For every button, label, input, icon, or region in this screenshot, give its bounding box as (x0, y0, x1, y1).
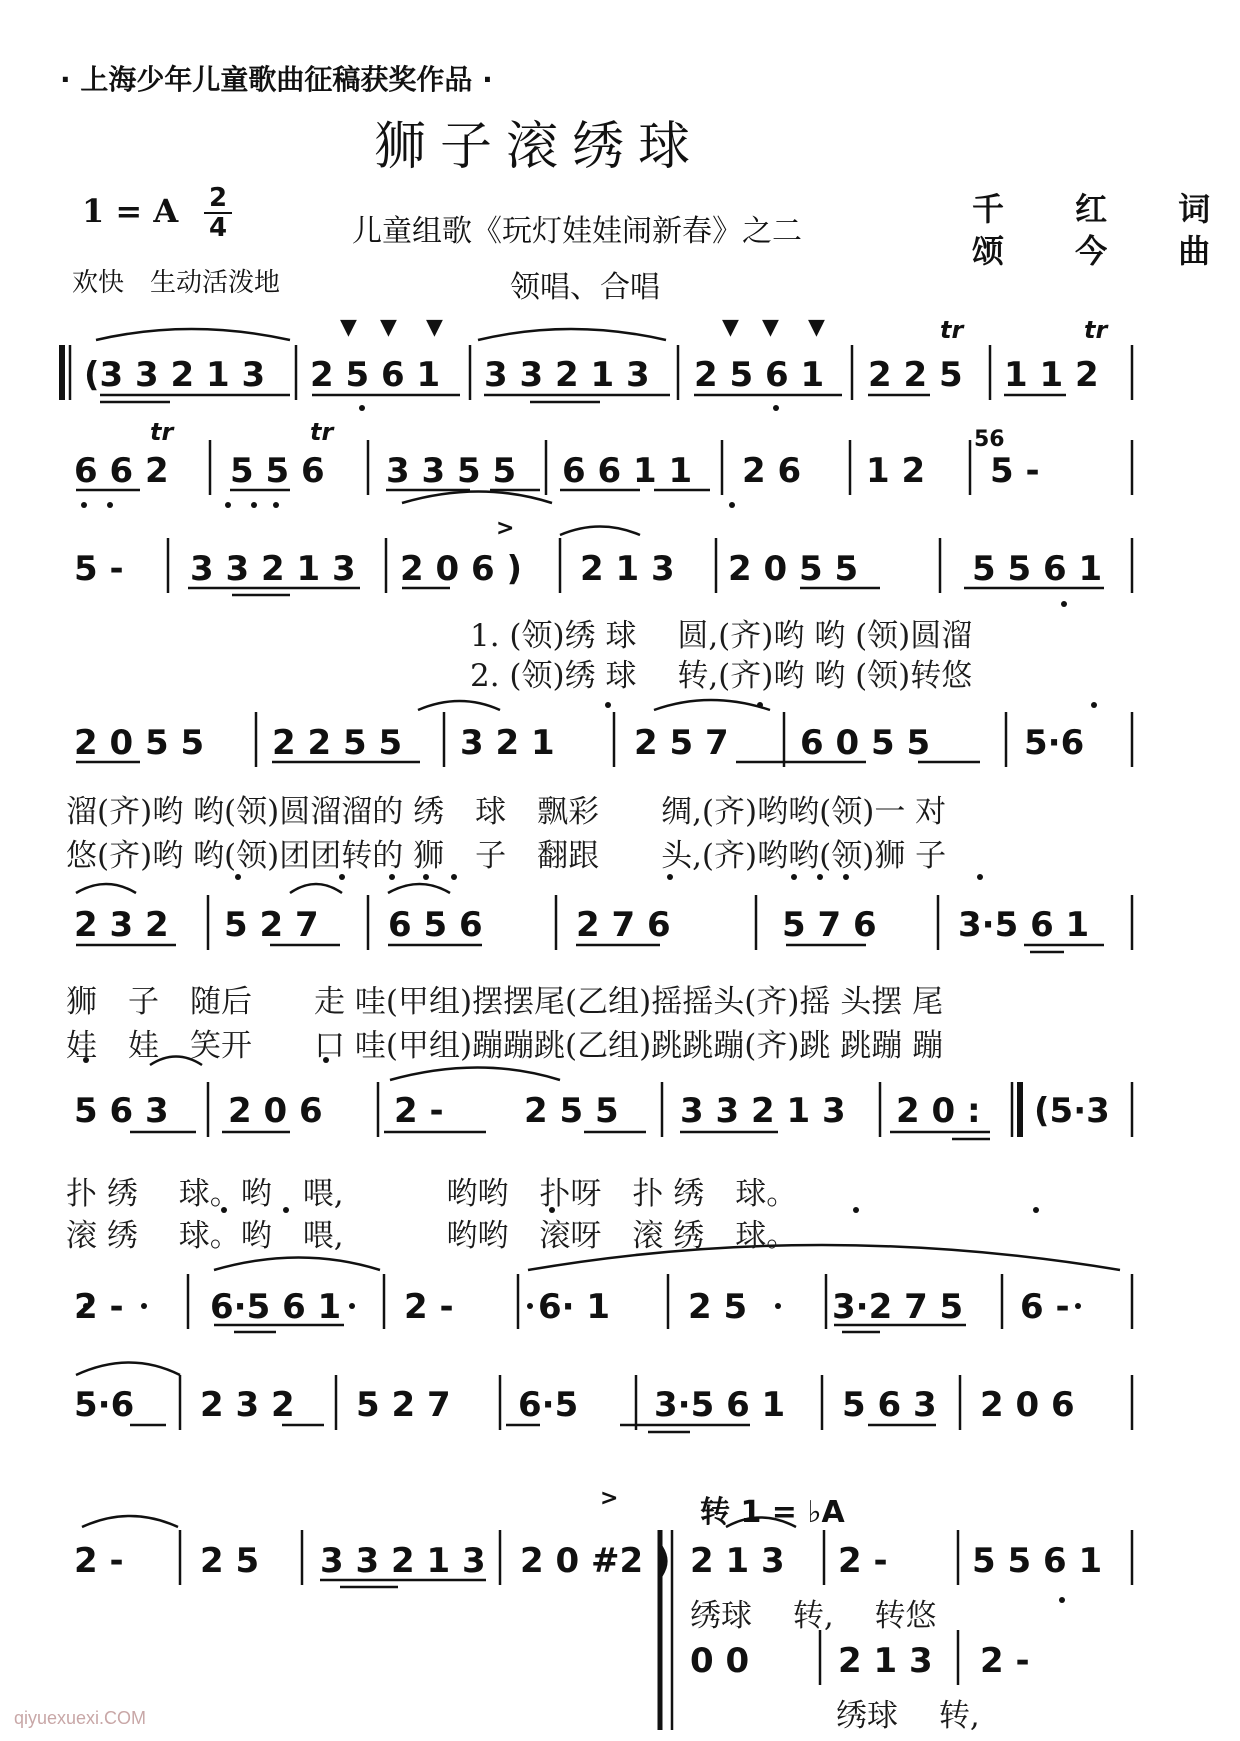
svg-text:▼: ▼ (722, 315, 739, 340)
svg-text:3 2 1: 3 2 1 (460, 723, 555, 763)
svg-text:6 0 5 5: 6 0 5 5 (800, 723, 931, 763)
key-signature: 1 = A (82, 192, 179, 230)
svg-text:5·6: 5·6 (1024, 723, 1085, 763)
svg-text:2 5 6 1: 2 5 6 1 (310, 355, 441, 395)
svg-text:2 0 6: 2 0 6 (228, 1091, 323, 1131)
svg-text:5 5 6: 5 5 6 (230, 451, 325, 491)
svg-text:5 5 6 1: 5 5 6 1 (972, 549, 1103, 589)
svg-text:3 3 5 5: 3 3 5 5 (386, 451, 517, 491)
svg-text:2 2 5 5: 2 2 5 5 (272, 723, 403, 763)
lyric-line-system6-verse2: 滚 绣 球。哟 喂, 哟哟 滚呀 滚 绣 球。 (66, 1218, 798, 1254)
svg-text:2 6: 2 6 (742, 451, 802, 491)
svg-text:2 0 5 5: 2 0 5 5 (74, 723, 205, 763)
svg-text:6 6 1 1: 6 6 1 1 (562, 451, 693, 491)
lyricist-credit: 千 红 词 (972, 190, 1240, 228)
lyric-line-system9-chorus: 绣球 转, (836, 1698, 980, 1734)
svg-text:6· 1: 6· 1 (538, 1287, 611, 1327)
svg-text:2 5 5: 2 5 5 (524, 1091, 619, 1131)
svg-text:3·2 7 5: 3·2 7 5 (832, 1287, 964, 1327)
performance-marking: 领唱、合唱 (510, 270, 660, 305)
svg-text:▼: ▼ (340, 315, 357, 340)
svg-text:2 -: 2 - (838, 1541, 888, 1581)
svg-text:2 1 3: 2 1 3 (838, 1641, 933, 1681)
svg-text:tr: tr (310, 418, 334, 446)
lyric-line-system4-verse2: 悠(齐)哟 哟(领)团团转的 狮 子 翻跟 头,(齐)哟哟(领)狮 子 (66, 838, 947, 874)
lyric-line-system5-verse1: 狮 子 随后 走 哇(甲组)摆摆尾(乙组)摇摇头(齐)摇 头摆 尾 (66, 984, 944, 1020)
svg-text:转 1 = ♭A: 转 1 = ♭A (700, 1495, 845, 1530)
subtitle: 儿童组歌《玩灯娃娃闹新春》之二 (352, 214, 802, 249)
svg-text:2 -: 2 - (74, 1541, 124, 1581)
svg-text:3·5 6 1: 3·5 6 1 (958, 905, 1090, 945)
svg-text:2 1 3: 2 1 3 (580, 549, 675, 589)
svg-text:6 5 6: 6 5 6 (388, 905, 483, 945)
song-title: 狮子滚绣球 (374, 117, 705, 177)
svg-text:3 3 2 1 3: 3 3 2 1 3 (484, 355, 650, 395)
svg-text:(3 3 2 1 3: (3 3 2 1 3 (84, 355, 266, 395)
svg-text:1 2: 1 2 (866, 451, 926, 491)
svg-text:56: 56 (974, 427, 1005, 452)
svg-text:2 0 6 ): 2 0 6 ) (400, 549, 523, 589)
svg-text:2 -: 2 - (980, 1641, 1030, 1681)
svg-text:2 -: 2 - (394, 1091, 444, 1131)
svg-text:>: > (496, 516, 515, 541)
svg-text:5·6: 5·6 (74, 1385, 135, 1425)
svg-text:5 7 6: 5 7 6 (782, 905, 877, 945)
svg-text:tr: tr (1084, 316, 1108, 344)
site-watermark: qiyuexuexi.COM (14, 1708, 147, 1728)
lyric-line-system3-verse2: 2. (领)绣 球 转,(齐)哟 哟 (领)转悠 (470, 658, 973, 694)
svg-text:5 6 3: 5 6 3 (842, 1385, 937, 1425)
svg-text:2 2 5: 2 2 5 (868, 355, 963, 395)
svg-text:5 -: 5 - (990, 451, 1040, 491)
svg-text:2 -: 2 - (404, 1287, 454, 1327)
svg-text:3 3 2 1 3: 3 3 2 1 3 (680, 1091, 846, 1131)
svg-text:5 -: 5 - (74, 549, 124, 589)
svg-text:5 2 7: 5 2 7 (224, 905, 319, 945)
svg-text:▼: ▼ (380, 315, 397, 340)
svg-text:6 6 2: 6 6 2 (74, 451, 169, 491)
svg-text:2 -: 2 - (74, 1287, 124, 1327)
svg-text:2 1 3: 2 1 3 (690, 1541, 785, 1581)
svg-text:6·5: 6·5 (518, 1385, 579, 1425)
svg-text:2 7 6: 2 7 6 (576, 905, 671, 945)
svg-text:2 5 6 1: 2 5 6 1 (694, 355, 825, 395)
lyric-line-system5-verse2: 娃 娃 笑开 口 哇(甲组)蹦蹦跳(乙组)跳跳蹦(齐)跳 跳蹦 蹦 (66, 1028, 944, 1064)
svg-text:2 0 :: 2 0 : (896, 1091, 981, 1131)
time-numerator: 2 (208, 183, 228, 213)
svg-text:2 3 2: 2 3 2 (200, 1385, 295, 1425)
svg-text:3·5 6 1: 3·5 6 1 (654, 1385, 786, 1425)
svg-text:3 3 2 1 3: 3 3 2 1 3 (320, 1541, 486, 1581)
svg-text:(5·3: (5·3 (1034, 1091, 1110, 1131)
award-tag: · 上海少年儿童歌曲征稿获奖作品 · (60, 63, 493, 96)
svg-text:tr: tr (150, 418, 174, 446)
tempo-marking: 欢快 生动活泼地 (72, 268, 281, 298)
svg-text:5 6 3: 5 6 3 (74, 1091, 169, 1131)
svg-text:2 3 2: 2 3 2 (74, 905, 169, 945)
svg-text:2 0 #2 ): 2 0 #2 ) (520, 1541, 671, 1581)
svg-text:0 0: 0 0 (690, 1641, 750, 1681)
svg-text:2 0 6: 2 0 6 (980, 1385, 1075, 1425)
svg-text:3 3 2 1 3: 3 3 2 1 3 (190, 549, 356, 589)
svg-text:▼: ▼ (808, 315, 825, 340)
lyric-line-system6-verse1: 扑 绣 球。哟 喂, 哟哟 扑呀 扑 绣 球。 (66, 1176, 798, 1212)
svg-text:2 5: 2 5 (688, 1287, 748, 1327)
svg-text:6 -: 6 - (1020, 1287, 1070, 1327)
svg-text:5 5 6 1: 5 5 6 1 (972, 1541, 1103, 1581)
svg-text:tr: tr (940, 316, 964, 344)
composer-credit: 颂 今 曲 (972, 232, 1240, 270)
svg-text:▼: ▼ (762, 315, 779, 340)
svg-text:1 1 2: 1 1 2 (1004, 355, 1099, 395)
lyric-line-system9-lead: 绣球 转, 转悠 (690, 1598, 937, 1634)
lyric-line-system4-verse1: 溜(齐)哟 哟(领)圆溜溜的 绣 球 飘彩 绸,(齐)哟哟(领)一 对 (66, 794, 947, 830)
svg-text:>: > (600, 1486, 619, 1511)
svg-text:6·5 6 1: 6·5 6 1 (210, 1287, 342, 1327)
svg-text:2 5 7: 2 5 7 (634, 723, 729, 763)
svg-text:▼: ▼ (426, 315, 443, 340)
svg-text:2 0 5 5: 2 0 5 5 (728, 549, 859, 589)
svg-text:2 5: 2 5 (200, 1541, 260, 1581)
time-denominator: 4 (204, 212, 232, 242)
svg-text:5 2 7: 5 2 7 (356, 1385, 451, 1425)
lyric-line-system3-verse1: 1. (领)绣 球 圆,(齐)哟 哟 (领)圆溜 (470, 618, 973, 654)
